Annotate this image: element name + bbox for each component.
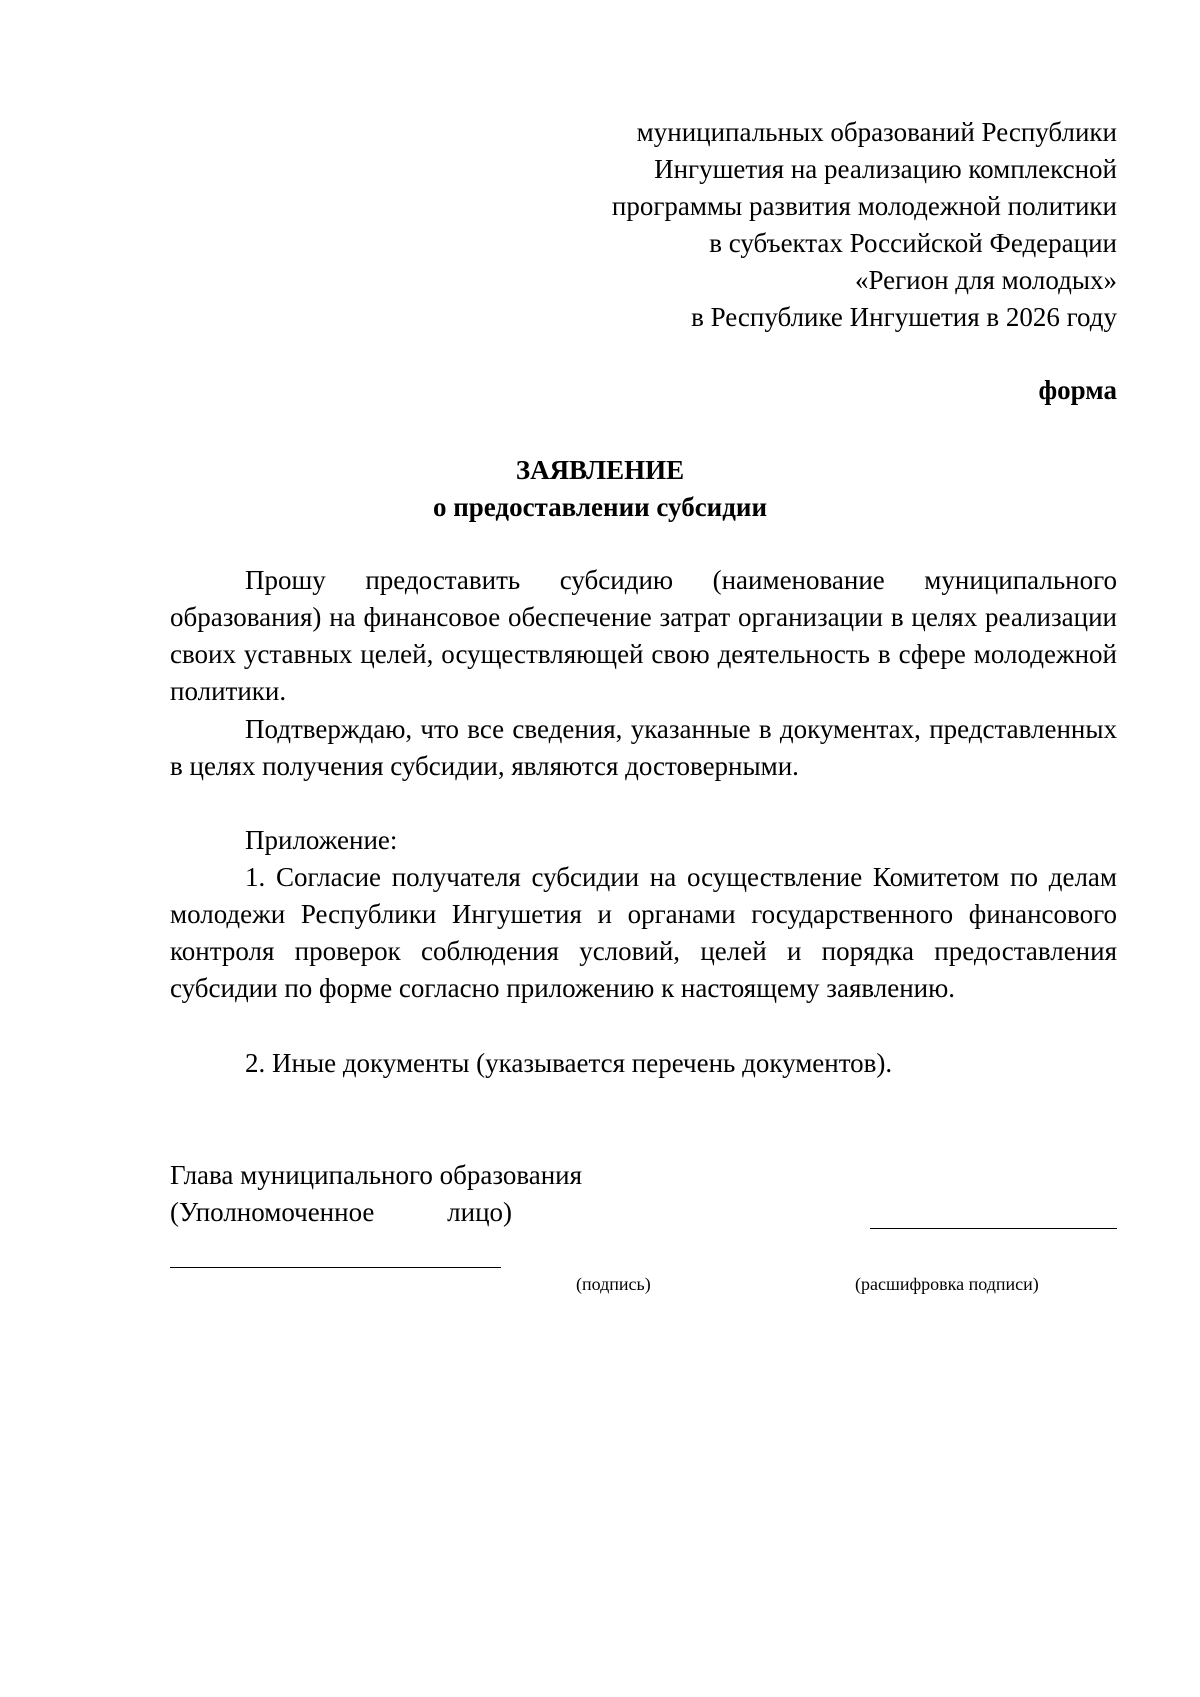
request-paragraph: Прошу предоставить субсидию (наименование муниципального образования) на финансовое обеспечение затрат организации в целях реализации своих уставных целей, осуществляющей свою деятельность в сфере молодежной политики.: [170, 565, 1117, 706]
signature-caption: (подпись): [576, 1274, 651, 1294]
role-underline: [170, 1267, 501, 1268]
title-main: ЗАЯВЛЕНИЕ: [515, 455, 685, 485]
title-sub: о предоставлении субсидии: [432, 492, 768, 522]
signature-line: [870, 1228, 1117, 1229]
attachment-item-2: 2. Иные документы (указывается перечень документов).: [245, 1048, 893, 1078]
attachments-heading: Приложение:: [245, 825, 398, 855]
attachment-item-1: 1. Согласие получателя субсидии на осуществление Комитетом по делам молодежи Республики Ингушетия и органами государственного финансового контроля проверок соблюдения условий, целей и порядка предоставления субсидии по форме согласно приложению к настоящему заявлению.: [170, 862, 1117, 1003]
header-line-1: муниципальных образований Республики: [636, 117, 1117, 147]
signatory-role-line-2: (Уполномоченное лицо): [170, 1197, 513, 1227]
header-line-5: «Регион для молодых»: [854, 265, 1117, 295]
form-label: форма: [1038, 375, 1117, 405]
signatory-role: [170, 1157, 582, 1231]
signature-decode-caption: (расшифровка подписи): [855, 1274, 1039, 1294]
confirmation-paragraph: Подтверждаю, что все сведения, указанные в документах, представленных в целях получения субсидии, являются достоверными.: [170, 714, 1117, 781]
document-title: [0, 452, 1200, 526]
addressee-header: [612, 114, 1117, 336]
header-line-2: Ингушетия на реализацию комплексной: [654, 154, 1117, 184]
signatory-role-line-1: Глава муниципального образования: [170, 1160, 583, 1190]
header-line-6: в Республике Ингушетия в 2026 году: [691, 302, 1117, 332]
header-line-4: в субъектах Российской Федерации: [709, 228, 1117, 258]
header-line-3: программы развития молодежной политики: [611, 191, 1117, 221]
